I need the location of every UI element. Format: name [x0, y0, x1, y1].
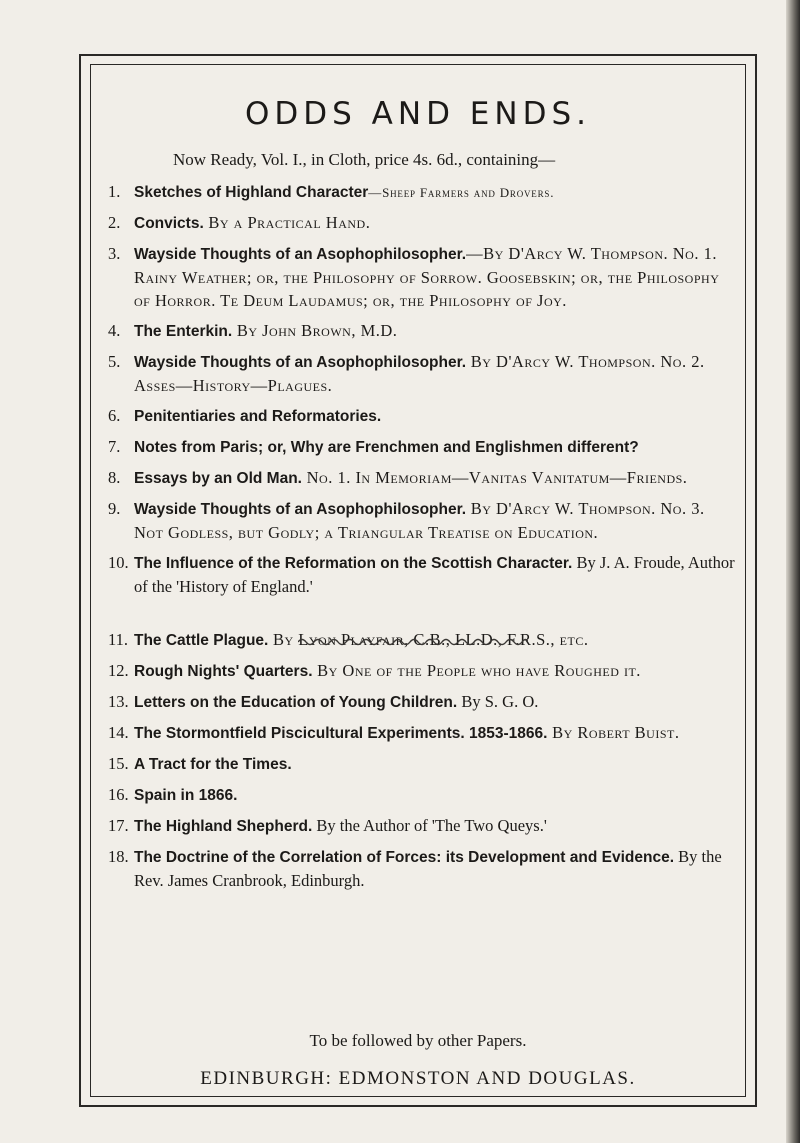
entry-9: [108, 497, 738, 544]
entry-byline: By D'Arcy W. Thompson. No. 3. Not Godless, but Godly; a Triangular Treatise on Education.: [134, 499, 705, 542]
entry-byline: By John Brown, M.D.: [232, 321, 398, 340]
entry-heading: The Influence of the Reformation on the Scottish Character.: [134, 555, 573, 572]
entry-byline: By the Author of 'The Two Queys.': [312, 816, 547, 835]
entry-2: [108, 211, 738, 235]
continuation-note: To be followed by other Papers.: [309, 1031, 527, 1050]
entry-number: 18.: [108, 847, 129, 866]
entry-7: [108, 435, 738, 459]
entry-heading: A Tract for the Times.: [134, 756, 292, 773]
entry-heading: The Enterkin.: [134, 323, 233, 340]
entry-heading: Essays by an Old Man.: [134, 470, 302, 487]
entry-byline: By Lyon Playfair, C.B., LL.D., F.R.S., etc.: [268, 630, 589, 649]
entry-number: 16.: [108, 785, 129, 804]
entry-number: 13.: [108, 692, 129, 711]
entry-5: [108, 350, 738, 397]
entry-number: 1.: [108, 182, 121, 201]
entry-heading: The Highland Shepherd.: [134, 818, 313, 835]
entry-17: [108, 814, 738, 838]
entry-number: 10.: [108, 553, 129, 572]
wavy-divider: [298, 637, 528, 647]
entry-12: [108, 659, 738, 683]
entry-byline: By a Practical Hand.: [203, 213, 371, 232]
entry-heading: The Cattle Plague.: [134, 632, 269, 649]
entry-heading: The Stormontfield Piscicultural Experiments. 1853-1866.: [134, 725, 548, 742]
entry-heading: Wayside Thoughts of an Asophophilosopher.: [134, 246, 467, 263]
entry-number: 3.: [108, 244, 121, 263]
entry-byline: —By D'Arcy W. Thompson. No. 1. Rainy Weather; or, the Philosophy of Sorrow. Goosebskin; or, the Philosophy of Horror. Te Deum Laudamus; or, the Philosophy of Joy.: [134, 244, 720, 310]
entry-number: 15.: [108, 754, 129, 773]
entry-heading: Sketches of Highland Character: [134, 184, 369, 201]
entry-heading: Wayside Thoughts of an Asophophilosopher.: [134, 501, 467, 518]
entry-byline: By Robert Buist.: [547, 723, 680, 742]
entry-number: 12.: [108, 661, 129, 680]
entry-byline: By D'Arcy W. Thompson. No. 2. Asses—History—Plagues.: [134, 352, 705, 395]
entry-14: [108, 721, 738, 745]
entry-number: 14.: [108, 723, 129, 742]
entry-13: [108, 690, 738, 714]
intro-line: Now Ready, Vol. I., in Cloth, price 4s. 6d., containing—: [173, 150, 556, 169]
entry-heading: Rough Nights' Quarters.: [134, 663, 313, 680]
entry-number: 11.: [108, 630, 129, 649]
entry-byline: By the Rev. James Cranbrook, Edinburgh.: [134, 847, 722, 890]
entry-byline: No. 1. In Memoriam—Vanitas Vanitatum—Friends.: [301, 468, 688, 487]
entry-4: [108, 319, 738, 343]
entry-6: [108, 404, 738, 428]
page-title: ODDS AND ENDS.: [245, 96, 591, 132]
entry-byline: By J. A. Froude, Author of the 'History of England.': [134, 553, 735, 596]
entry-number: 2.: [108, 213, 121, 232]
entry-3: [108, 242, 738, 312]
entry-15: [108, 752, 738, 776]
entry-8: [108, 466, 738, 490]
entry-10: [108, 551, 738, 598]
entry-byline: By S. G. O.: [457, 692, 539, 711]
entry-heading: The Doctrine of the Correlation of Forces: its Development and Evidence.: [134, 849, 675, 866]
publisher-imprint: EDINBURGH: EDMONSTON AND DOUGLAS.: [200, 1068, 636, 1089]
entry-number: 8.: [108, 468, 121, 487]
entry-number: 9.: [108, 499, 121, 518]
entry-1: [108, 180, 738, 204]
entry-number: 17.: [108, 816, 129, 835]
entry-byline: —Sheep Farmers and Drovers.: [368, 185, 555, 200]
entry-heading: Penitentiaries and Reformatories.: [134, 408, 382, 425]
contents-list: [108, 180, 738, 892]
entry-byline: By One of the People who have Roughed it.: [312, 661, 641, 680]
entry-18: [108, 845, 738, 892]
entry-16: [108, 783, 738, 807]
entry-number: 4.: [108, 321, 121, 340]
entry-heading: Notes from Paris; or, Why are Frenchmen and Englishmen different?: [134, 439, 639, 456]
entry-number: 6.: [108, 406, 121, 425]
entry-number: 7.: [108, 437, 121, 456]
entry-heading: Spain in 1866.: [134, 787, 238, 804]
entry-heading: Convicts.: [134, 215, 204, 232]
entry-number: 5.: [108, 352, 121, 371]
book-edge-shadow: [786, 0, 800, 1143]
entry-heading: Letters on the Education of Young Children.: [134, 694, 458, 711]
entry-heading: Wayside Thoughts of an Asophophilosopher.: [134, 354, 467, 371]
